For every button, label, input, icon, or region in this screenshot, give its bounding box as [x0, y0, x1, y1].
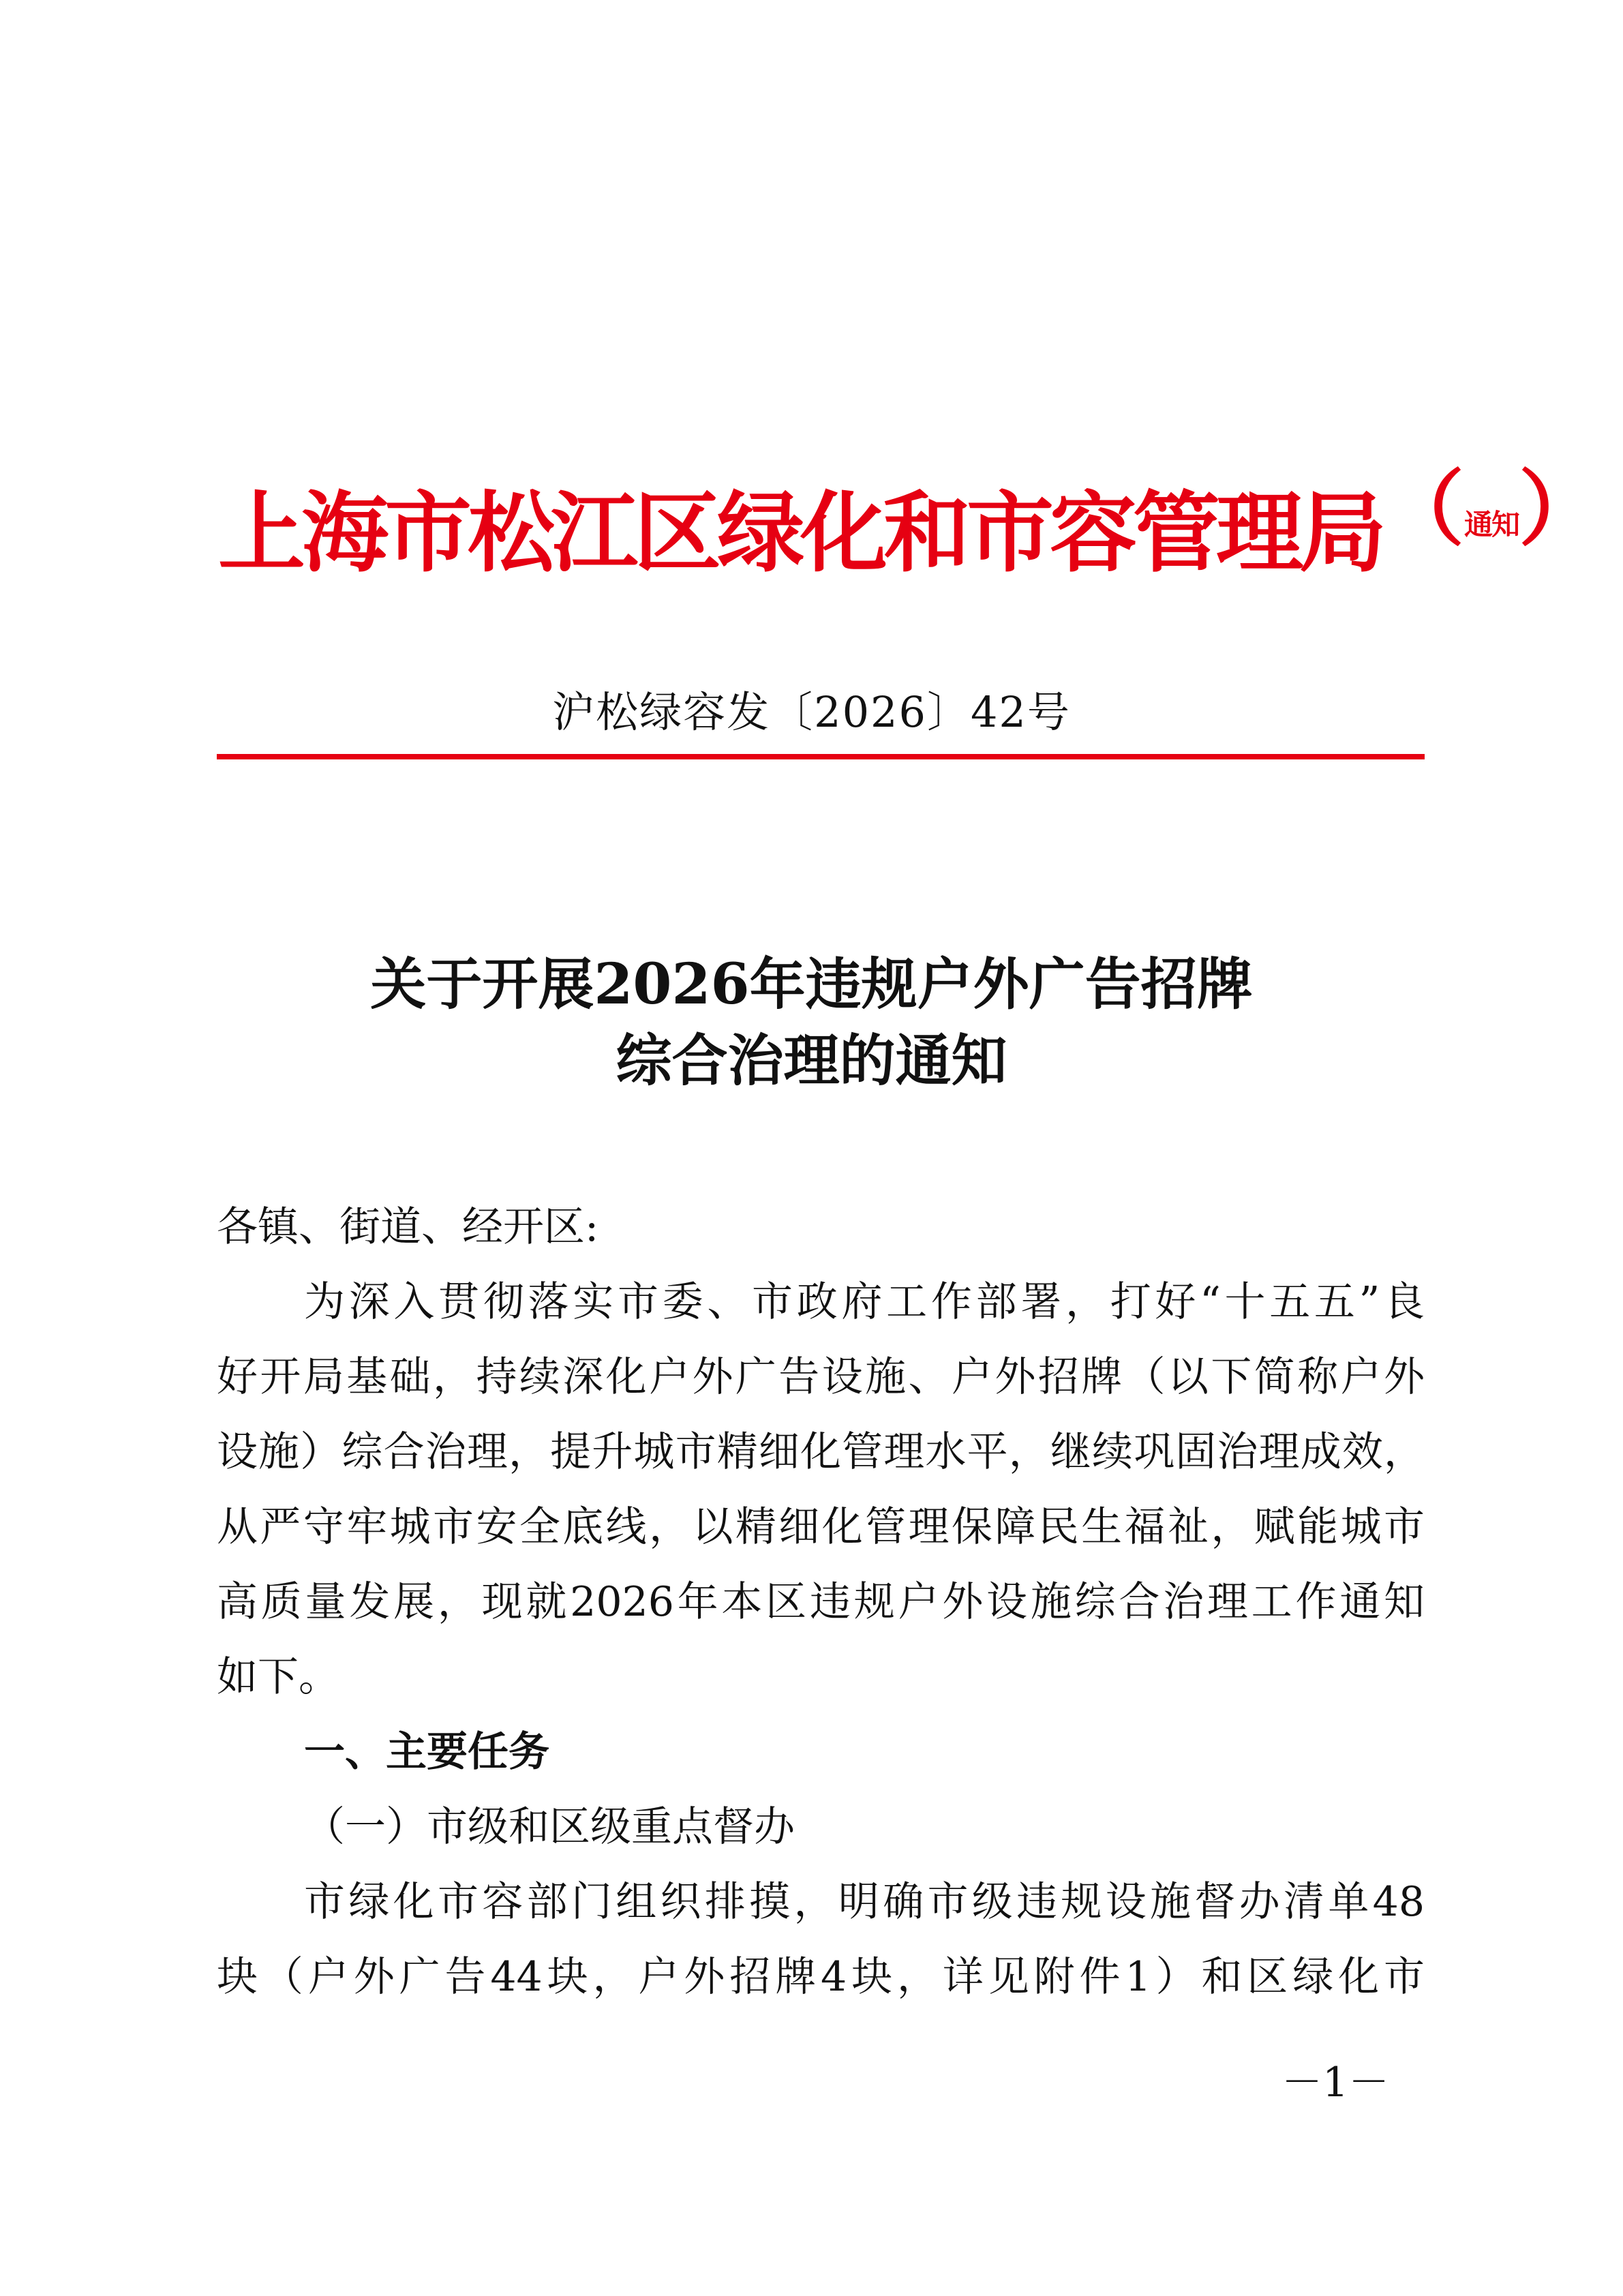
document-type-mark [1382, 455, 1601, 588]
issuing-authority-name: 上海市松江区绿化和市容管理局 [218, 483, 1383, 584]
paragraph-line: 高质量发展，现就2026年本区违规户外设施综合治理工作通知 [217, 1578, 1425, 1626]
document-type-label: 通知 [1464, 508, 1519, 541]
issuing-authority-header [218, 455, 1601, 588]
subsection-heading: （一）市级和区级重点督办 [304, 1803, 795, 1851]
document-title [0, 946, 1623, 1099]
paragraph-line: 块（户外广告44块，户外招牌4块，详见附件1）和区绿化市 [217, 1953, 1425, 2001]
red-separator-line [217, 754, 1425, 759]
paragraph-line: 设施）综合治理，提升城市精细化管理水平，继续巩固治理成效， [217, 1428, 1425, 1476]
page-number: －1－ [1281, 2059, 1390, 2106]
paragraph-line: 从严守牢城市安全底线，以精细化管理保障民生福祉，赋能城市 [217, 1503, 1425, 1551]
right-parenthesis: ） [1519, 462, 1601, 557]
paragraph-line: 如下。 [217, 1653, 339, 1701]
salutation: 各镇、街道、经开区: [217, 1203, 599, 1251]
paragraph-line: 为深入贯彻落实市委、市政府工作部署，打好“十五五”良 [304, 1278, 1425, 1326]
document-title-line: 关于开展2026年违规户外广告招牌 [370, 952, 1253, 1017]
paragraph-line: 好开局基础，持续深化户外广告设施、户外招牌（以下简称户外 [217, 1353, 1425, 1401]
document-number: 沪松绿容发〔2026〕42号 [552, 687, 1071, 737]
section-heading: 一、主要任务 [304, 1728, 549, 1776]
document-body [217, 1190, 1425, 2014]
paragraph-line: 市绿化市容部门组织排摸，明确市级违规设施督办清单48 [304, 1878, 1425, 1926]
left-parenthesis: （ [1382, 462, 1465, 557]
document-title-line: 综合治理的通知 [616, 1028, 1007, 1093]
